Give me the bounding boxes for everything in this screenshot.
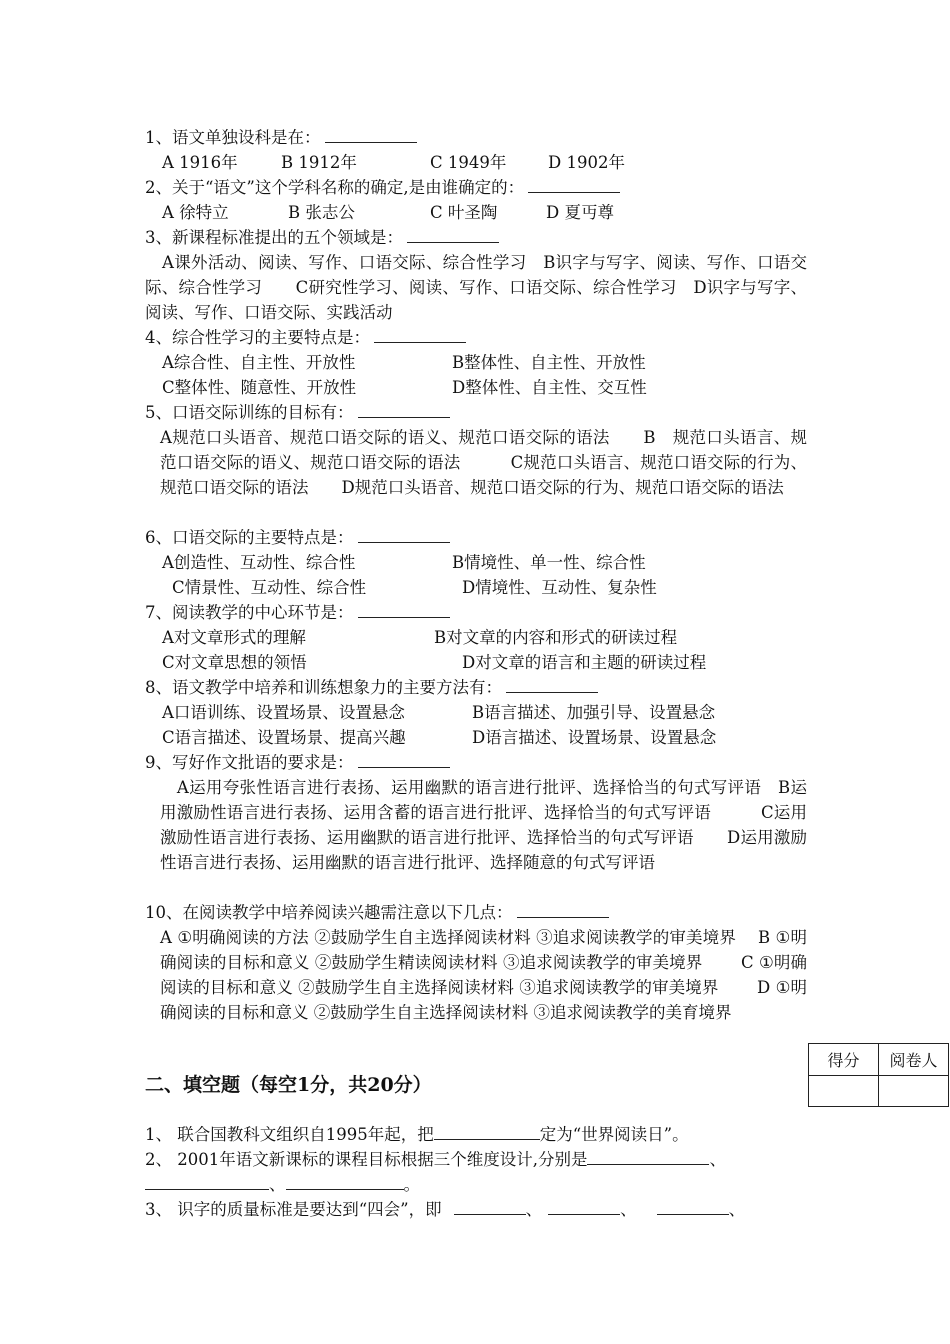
fill-blank[interactable]	[454, 1198, 526, 1215]
question-5-stem: 5、口语交际训练的目标有：	[145, 400, 810, 425]
fill-question-3: 3、 识字的质量标准是要达到“四会”，即 、 、 、	[145, 1200, 746, 1219]
fill-question-2-cont: 、 。	[145, 1172, 420, 1197]
q1-option-c: C 1949年	[430, 153, 507, 172]
q3-options: A课外活动、阅读、写作、口语交际、综合性学习 B识字与写字、阅读、写作、口语交际、综合性学习 C研究性学习、阅读、写作、口语交际、综合性学习 D识字与写字、阅读、写作、口语交际、实践活动	[145, 253, 807, 322]
score-table	[808, 1043, 949, 1107]
fill-blank[interactable]	[286, 1173, 404, 1190]
score-cell[interactable]	[809, 1075, 879, 1107]
answer-blank	[407, 226, 499, 243]
question-4-stem: 4、综合性学习的主要特点是：	[145, 325, 810, 350]
q7-option-b: B对文章的内容和形式的研读过程	[434, 628, 678, 647]
answer-blank	[358, 526, 450, 543]
fill-blank[interactable]	[145, 1173, 269, 1190]
q4-option-c: C整体性、随意性、开放性	[162, 378, 357, 397]
q9-options: A运用夸张性语言进行表扬、运用幽默的语言进行批评、选择恰当的句式写评语 B运用激励性语言进行表扬、运用含蓄的语言进行批评、选择恰当的句式写评语 C运用激励性语言进行表扬、运用幽默的语言进行批评、选择恰当的句式写评语 D运用激励性语言进行表扬、运用幽默的语言进行批评、选择随意的句式写评语	[160, 778, 807, 872]
question-8-stem: 8、语文教学中培养和训练想象力的主要方法有：	[145, 675, 810, 700]
answer-blank	[358, 601, 450, 618]
q8-option-d: D语言描述、设置场景、设置悬念	[472, 728, 717, 747]
question-2-stem: 2、关于“语文”这个学科名称的确定,是由谁确定的：	[145, 175, 810, 200]
question-7-stem: 7、阅读教学的中心环节是：	[145, 600, 810, 625]
answer-blank	[517, 901, 609, 918]
q6-option-c: C情景性、互动性、综合性	[172, 578, 367, 597]
question-1-stem: 1、语文单独设科是在：	[145, 125, 810, 150]
answer-blank	[358, 751, 450, 768]
fill-question-2: 2、 2001年语文新课标的课程目标根据三个维度设计,分别是 、	[145, 1150, 726, 1169]
fill-blank[interactable]	[587, 1148, 709, 1165]
q2-option-a: A 徐特立	[162, 203, 229, 222]
answer-blank	[358, 401, 450, 418]
q4-option-b: B整体性、自主性、开放性	[452, 353, 646, 372]
q1-option-a: A 1916年	[162, 153, 238, 172]
question-6-stem: 6、口语交际的主要特点是：	[145, 525, 810, 550]
q6-option-a: A创造性、互动性、综合性	[162, 553, 356, 572]
q6-option-d: D情境性、互动性、复杂性	[462, 578, 657, 597]
section-2-title: 二、填空题（每空1分，共20分）	[145, 1074, 432, 1096]
fill-blank[interactable]	[434, 1123, 540, 1140]
fill-blank[interactable]	[548, 1198, 620, 1215]
q2-option-d: D 夏丏尊	[546, 203, 614, 222]
answer-blank	[528, 176, 620, 193]
question-9-stem: 9、写好作文批语的要求是：	[145, 750, 810, 775]
answer-blank	[506, 676, 598, 693]
q2-option-b: B 张志公	[288, 203, 355, 222]
q2-option-c: C 叶圣陶	[430, 203, 498, 222]
answer-blank	[325, 126, 417, 143]
q5-options: A规范口头语音、规范口语交际的语义、规范口语交际的语法 B 规范口头语言、规范口语交际的语义、规范口语交际的语法 C规范口头语言、规范口语交际的行为、规范口语交际的语法 D规范口头语音、规范口语交际的行为、规范口语交际的语法	[160, 428, 807, 497]
q6-option-b: B情境性、单一性、综合性	[452, 553, 646, 572]
q8-option-c: C语言描述、设置场景、提高兴趣	[162, 728, 406, 747]
answer-blank	[374, 326, 466, 343]
q8-option-a: A口语训练、设置场景、设置悬念	[162, 703, 405, 722]
q7-option-a: A对文章形式的理解	[162, 628, 306, 647]
q8-option-b: B语言描述、加强引导、设置悬念	[472, 703, 716, 722]
grader-cell[interactable]	[879, 1075, 949, 1107]
q10-options: A ①明确阅读的方法 ②鼓励学生自主选择阅读材料 ③追求阅读教学的审美境界 B ①明确阅读的目标和意义 ②鼓励学生精读阅读材料 ③追求阅读教学的审美境界 C ①明确阅读的目标和意义 ②鼓励学生自主选择阅读材料 ③追求阅读教学的审美境界 D ①明确阅读的目标和意义 ②鼓励学生自主选择阅读材料 ③追求阅读教学的美育境界	[160, 928, 807, 1022]
score-label: 得分	[809, 1044, 879, 1076]
q1-option-b: B 1912年	[281, 153, 357, 172]
question-10-stem: 10、在阅读教学中培养阅读兴趣需注意以下几点：	[145, 900, 810, 925]
q4-option-a: A综合性、自主性、开放性	[162, 353, 356, 372]
q1-option-d: D 1902年	[548, 153, 625, 172]
fill-blank[interactable]	[657, 1198, 729, 1215]
q4-option-d: D整体性、自主性、交互性	[452, 378, 647, 397]
q7-option-d: D对文章的语言和主题的研读过程	[462, 653, 707, 672]
fill-question-1: 1、 联合国教科文组织自1995年起，把 定为“世界阅读日”。	[145, 1125, 689, 1144]
q7-option-c: C对文章思想的领悟	[162, 653, 307, 672]
question-3-stem: 3、新课程标准提出的五个领域是：	[145, 225, 810, 250]
grader-label: 阅卷人	[879, 1044, 949, 1076]
